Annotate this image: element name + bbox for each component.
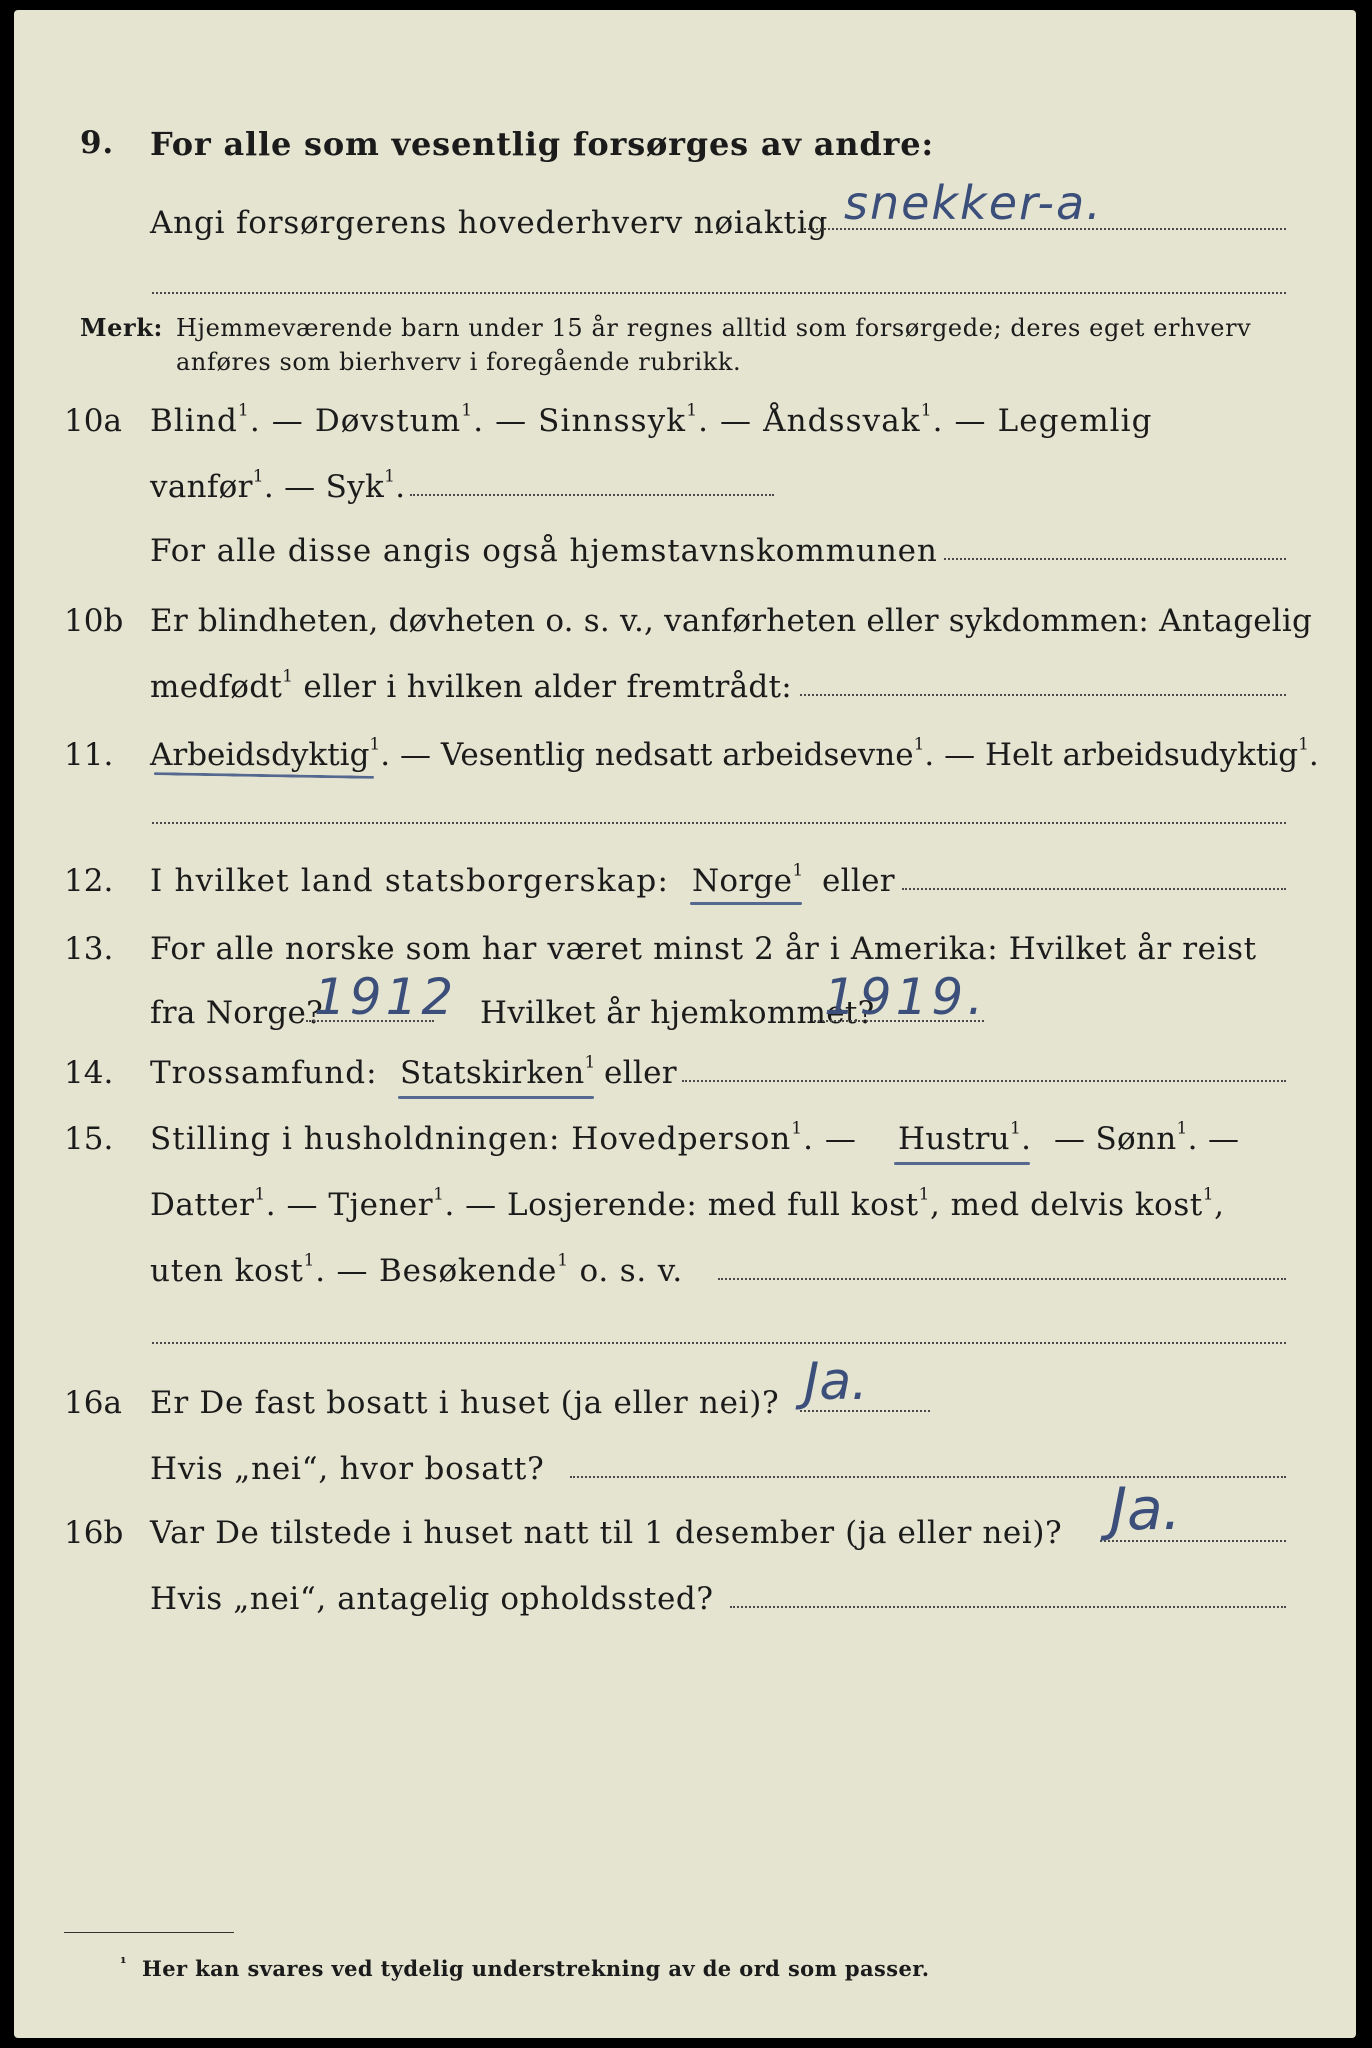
q9-handwritten-answer: snekker-a.: [844, 176, 1103, 230]
q14-answer-line: [682, 1080, 1286, 1082]
q16b-opholdssted-line: [730, 1606, 1286, 1608]
q16b-line2: Hvis „nei“, antagelig opholdssted?: [150, 1581, 714, 1617]
q16b-number: 16b: [64, 1515, 124, 1551]
q15-line2: Datter$^1$. — Tjener$^1$. — Losjerende: med full kost$^1$, med delvis kost$^1$,: [150, 1184, 1225, 1223]
q10b-line1: Er blindheten, døvheten o. s. v., vanførheten eller sykdommen: Antagelig: [150, 603, 1313, 639]
q16a-handwritten-answer: Ja.: [804, 1352, 868, 1412]
q13-line1: For alle norske som har været minst 2 år i Amerika: Hvilket år reist: [150, 931, 1257, 967]
q13-number: 13.: [64, 931, 114, 967]
q9-number: 9.: [80, 125, 114, 161]
q15-number: 15.: [64, 1121, 114, 1157]
q15-line1c: — Sønn$^1$. —: [1054, 1118, 1240, 1157]
q13-line2a: fra Norge?: [150, 995, 324, 1031]
q10a-hjemstavn-line: [944, 558, 1286, 560]
q15-choice-hustru: Hustru$^1$.: [898, 1118, 1032, 1157]
merk-line2: anføres som bierhverv i foregående rubrikk.: [176, 348, 742, 376]
q15-line1a: Stilling i husholdningen: Hovedperson$^1$. —: [150, 1118, 857, 1157]
q14-suffix: eller: [604, 1055, 677, 1091]
q10b-answer-line: [800, 694, 1286, 696]
q14-statskirken-underline: [398, 1096, 594, 1099]
q11-line1: Arbeidsdyktig$^1$. — Vesentlig nedsatt arbeidsevne$^1$. — Helt arbeidsudyktig$^1$.: [150, 734, 1319, 773]
q16a-line2: Hvis „nei“, hvor bosatt?: [150, 1451, 545, 1487]
q10a-line3: For alle disse angis også hjemstavnskommunen: [150, 533, 938, 569]
census-form-page: [14, 10, 1356, 2038]
q9-heading: For alle som vesentlig forsørges av andre:: [150, 125, 934, 163]
q10a-line1: Blind$^1$. — Døvstum$^1$. — Sinnssyk$^1$. — Åndssvak$^1$. — Legemlig: [150, 400, 1153, 439]
q12-answer-line: [902, 888, 1286, 890]
q14-number: 14.: [64, 1055, 114, 1091]
q11-arbeidsdyktig-underline: [154, 772, 374, 779]
q9-extra-line: [152, 292, 1286, 294]
q11-number: 11.: [64, 737, 114, 773]
q16b-line1: Var De tilstede i huset natt til 1 desember (ja eller nei)?: [150, 1515, 1063, 1551]
q13-line2b: Hvilket år hjemkommet?: [480, 995, 875, 1031]
q16b-handwritten-answer: Ja.: [1110, 1475, 1182, 1543]
q10a-number: 10a: [64, 403, 122, 439]
q15-extra-line: [152, 1342, 1286, 1344]
q15-line3: uten kost$^1$. — Besøkende$^1$ o. s. v.: [150, 1250, 684, 1289]
q12-choice-norge: Norge$^1$: [692, 860, 804, 899]
q16a-number: 16a: [64, 1385, 122, 1421]
footnote-rule: [64, 1932, 234, 1933]
q10b-line2: medfødt$^1$ eller i hvilken alder fremtrådt:: [150, 666, 793, 705]
q10a-syk-line: [410, 494, 774, 496]
q12-number: 12.: [64, 863, 114, 899]
q12-suffix: eller: [822, 863, 895, 899]
q10a-line2: vanfør$^1$. — Syk$^1$.: [150, 466, 406, 505]
q11-extra-line: [152, 822, 1286, 824]
q15-answer-line: [718, 1278, 1286, 1280]
footnote-text: Her kan svares ved tydelig understrekning av de ord som passer.: [142, 1956, 930, 1981]
footnote-marker: ¹: [120, 1954, 127, 1972]
q12-prefix: I hvilket land statsborgerskap:: [150, 863, 670, 899]
merk-line1: Hjemmeværende barn under 15 år regnes alltid som forsørgede; deres eget erhverv: [176, 314, 1252, 342]
q12-norge-underline: [690, 902, 802, 905]
q10b-number: 10b: [64, 603, 124, 639]
q13-handwritten-year-left: 1912: [314, 968, 458, 1026]
q13-handwritten-year-return: 1919.: [824, 968, 988, 1026]
q16a-line1: Er De fast bosatt i huset (ja eller nei)?: [150, 1385, 780, 1421]
q14-choice-statskirken: Statskirken$^1$: [400, 1052, 596, 1091]
q15-hustru-underline: [894, 1162, 1030, 1165]
q14-prefix: Trossamfund:: [150, 1055, 378, 1091]
q9-line2: Angi forsørgerens hovederhverv nøiaktig: [150, 205, 829, 241]
merk-label: Merk:: [80, 313, 163, 342]
